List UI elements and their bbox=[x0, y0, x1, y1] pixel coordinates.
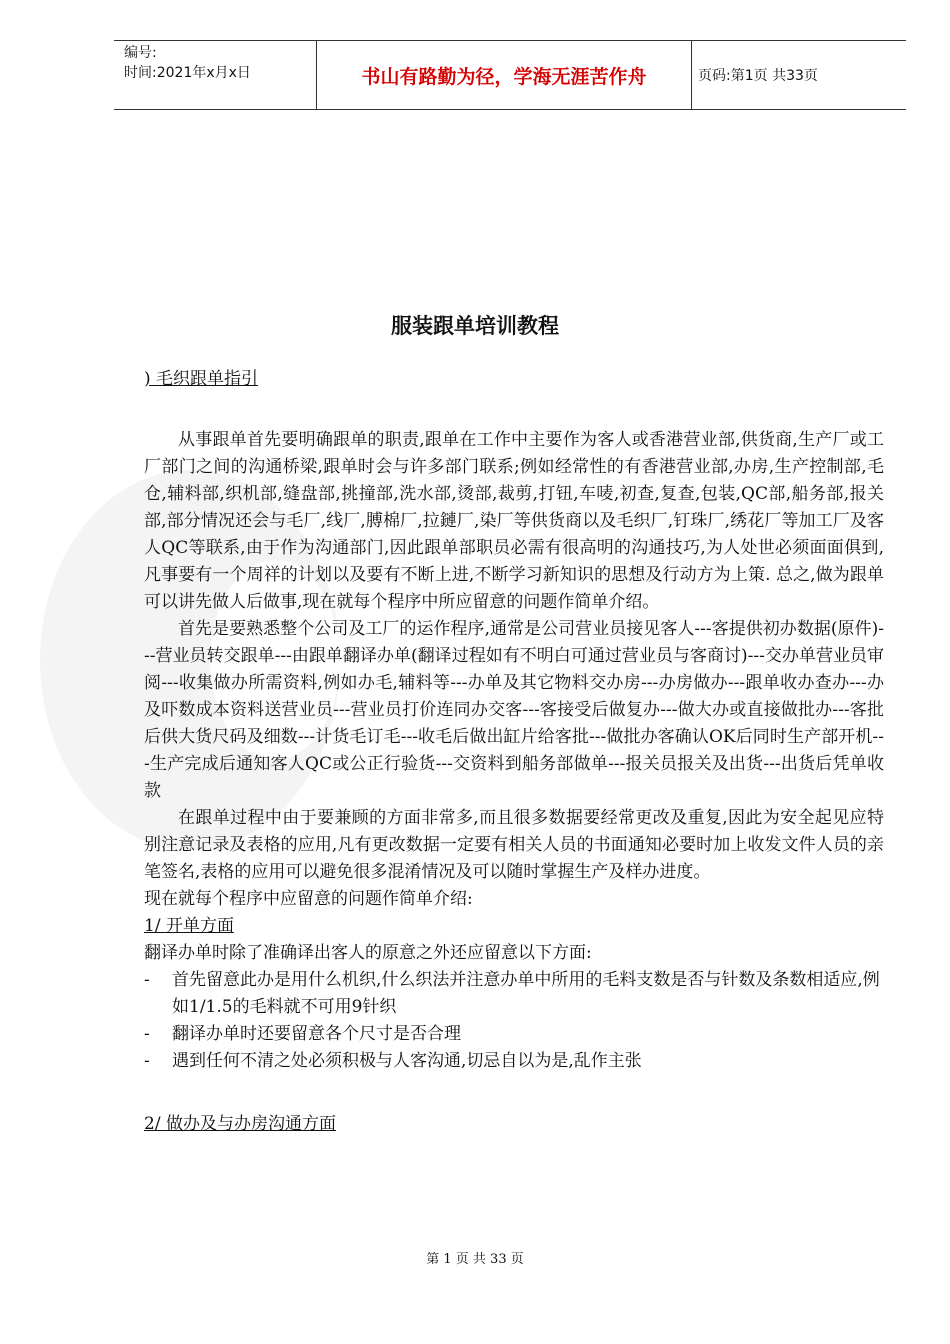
header-motto: 书山有路勤为径，学海无涯苦作舟 bbox=[316, 41, 692, 109]
spacer bbox=[144, 393, 884, 427]
page-header bbox=[114, 40, 906, 110]
spacer bbox=[144, 1075, 884, 1111]
serial-label: 编号: bbox=[124, 45, 157, 61]
paragraph-3: 在跟单过程中由于要兼顾的方面非常多,而且很多数据要经常更改及重复,因此为安全起见应特别注意记录及表格的应用,凡有更改数据一定要有相关人员的书面通知必要时加上收发文件人员的亲笔签名,表格的应用可以避免很多混淆情况及可以随时掌握生产及样办进度。 bbox=[144, 808, 884, 882]
paragraph-2: 首先是要熟悉整个公司及工厂的运作程序,通常是公司营业员接见客人---客提供初办数据(原件)---营业员转交跟单---由跟单翻译办单(翻译过程如有不明白可通过营业员与客商讨)---交办单营业员审阅---收集做办所需资料,例如办毛,辅料等---办单及其它物料交办房---办房做办---跟单收办查办---办及吓数成本资料送营业员---营业员打价连同办交客---客接受后做复办---做大办或直接做批办---客批后供大货尺码及细数---计货毛订毛---收毛后做出缸片给客批---做批办客确认OK后同时生产部开机---生产完成后通知客人QC或公正行验货---交资料到船务部做单---报关员报关及出货---出货后凭单收款 bbox=[144, 619, 884, 801]
section-heading: ) 毛织跟单指引 bbox=[144, 369, 259, 389]
paragraph-1: 从事跟单首先要明确跟单的职责,跟单在工作中主要作为客人或香港营业部,供货商,生产厂或工厂部门之间的沟通桥梁,跟单时会与许多部门联系;例如经常性的有香港营业部,办房,生产控制部,毛仓,辅料部,织机部,缝盘部,挑撞部,洗水部,烫部,裁剪,打钮,车唛,初查,复查,包装,QC部,船务部,报关部,部分情况还会与毛厂,线厂,膊棉厂,拉鏈厂,染厂等供货商以及毛织厂,钉珠厂,绣花厂等加工厂及客人QC等联系,由于作为沟通部门,因此跟单部职员必需有很高明的沟通技巧,为人处世必须面面俱到,凡事要有一个周祥的计划以及要有不断上进,不断学习新知识的思想及行动方为上策. 总之,做为跟单可以讲先做人后做事,现在就每个程序中所应留意的问题作简单介绍。 bbox=[144, 430, 884, 612]
subsection-heading-2: 2/ 做办及与办房沟通方面 bbox=[144, 1114, 336, 1134]
list-item-text: 翻译办单时还要留意各个尺寸是否合理 bbox=[172, 1024, 461, 1044]
page-footer: 第 1 页 共 33 页 bbox=[426, 1252, 524, 1267]
subsection-intro-1: 翻译办单时除了准确译出客人的原意之外还应留意以下方面: bbox=[144, 943, 592, 963]
bullet-marker: - bbox=[144, 970, 150, 990]
list-item bbox=[144, 1021, 884, 1048]
list-item bbox=[144, 1048, 884, 1075]
header-meta bbox=[114, 41, 316, 109]
list-item-text: 遇到任何不清之处必须积极与人客沟通,切忌自以为是,乱作主张 bbox=[172, 1051, 642, 1071]
bullet-marker: - bbox=[144, 1024, 150, 1044]
time-label: 时间:2021年x月x日 bbox=[124, 65, 251, 81]
list-item bbox=[144, 967, 884, 1021]
intro-line: 现在就每个程序中应留意的问题作简单介绍: bbox=[144, 889, 473, 909]
document-title: 服装跟单培训教程 bbox=[391, 314, 559, 338]
document-body bbox=[144, 366, 884, 1138]
bullet-marker: - bbox=[144, 1051, 150, 1071]
subsection-heading-1: 1/ 开单方面 bbox=[144, 916, 234, 936]
list-item-text: 首先留意此办是用什么机织,什么织法并注意办单中所用的毛料支数是否与针数及条数相适应,例如1/1.5的毛料就不可用9针织 bbox=[172, 970, 880, 1017]
header-page-info: 页码:第1页 共33页 bbox=[698, 68, 818, 84]
